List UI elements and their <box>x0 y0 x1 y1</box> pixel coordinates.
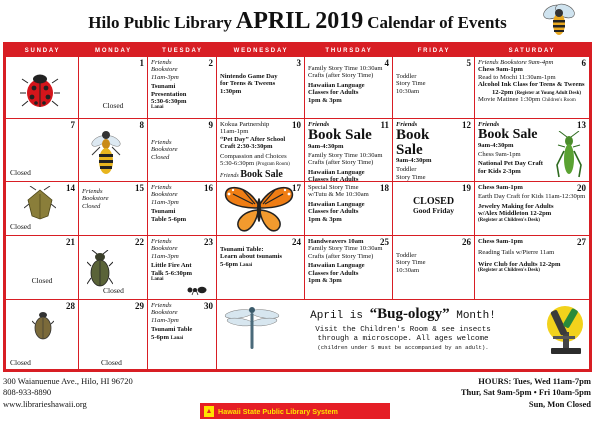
event-text: Movie Matinee 1:30pm <box>478 96 541 104</box>
event-text: w/Alex Middleton 12-2pm <box>478 210 552 218</box>
event-location: (Program Room) <box>255 161 290 167</box>
event-location: Lanai <box>151 276 164 282</box>
event-text: Learn about tsunamis <box>220 253 282 261</box>
day-cell-15 <box>79 182 148 236</box>
day-number: 27 <box>577 237 586 247</box>
event-text: Chess 9am-1pm <box>478 66 523 74</box>
bugology-line: Visit the Children's Room & see insects <box>315 325 491 334</box>
event-text: Classes for Adults <box>308 89 359 97</box>
event-text: Friends <box>151 238 172 245</box>
event-text: Friends Bookstore 9am-4pm <box>478 59 554 66</box>
day-number: 8 <box>139 120 144 130</box>
event-text: Hawaiian Language <box>308 81 365 89</box>
closed-label: Closed <box>102 100 124 110</box>
event-text: Reading Tails w/Pierre 11am <box>478 249 555 257</box>
event-text: Bookstore <box>151 66 178 74</box>
ant-icon <box>186 284 208 296</box>
weekday-wednesday: WEDNESDAY <box>233 48 289 54</box>
event-text: Crafts (after Story Time) <box>308 159 374 167</box>
day-cell-21 <box>6 236 79 300</box>
event-text: 10:30am <box>396 87 420 95</box>
bugology-prefix: April is <box>310 310 363 322</box>
event-text: 1pm & 3pm <box>308 215 342 223</box>
library-hours <box>461 376 591 410</box>
event-text: Friends <box>151 302 172 309</box>
event-text: 11am-3pm <box>151 198 179 206</box>
title-library-name: Hilo Public Library <box>88 13 232 32</box>
event-location: Lanai <box>151 105 164 111</box>
day-cell-30 <box>148 300 217 372</box>
event-text: Closed <box>82 202 101 210</box>
event-text: Nintendo Game Day <box>220 73 278 80</box>
day-cell-23 <box>148 236 217 300</box>
event-text: Presentation <box>151 90 187 98</box>
event-text: Family Story Time 10:30am <box>308 152 383 159</box>
day-cell-10 <box>217 119 305 182</box>
day-cell-20 <box>475 182 589 236</box>
event-location: Lanai <box>170 335 184 341</box>
day-number: 11 <box>380 120 389 130</box>
event-text: Kokua Partnership <box>220 121 270 128</box>
title-calendar-of-events: Calendar of Events <box>367 13 507 32</box>
event-text: Tsunami Table: <box>220 246 264 253</box>
event-text: 11am-3pm <box>151 73 179 81</box>
grasshopper-icon <box>555 131 583 179</box>
weekday-thursday: THURSDAY <box>325 48 373 54</box>
day-number: 18 <box>380 183 389 193</box>
event-text: Toddler <box>396 252 417 259</box>
event-text: Friends <box>151 139 172 146</box>
event-text: 11am-3pm <box>151 252 179 260</box>
day-number: 16 <box>204 183 213 193</box>
event-text: Jewelry Making for Adults <box>478 202 554 210</box>
event-text: Chess 9am-1pm <box>478 238 523 245</box>
day-number: 17 <box>292 183 301 193</box>
event-text: Chess 9am-1pm <box>478 151 521 159</box>
day-cell-3 <box>217 57 305 119</box>
hours-line: Sun, Mon Closed <box>528 398 591 409</box>
event-text: Classes for Adults <box>308 176 359 182</box>
day-cell-1 <box>79 57 148 119</box>
calendar-header <box>0 0 595 40</box>
library-website[interactable]: www.librarieshawaii.org <box>3 398 87 409</box>
day-number: 29 <box>135 301 144 311</box>
event-text: Family Story Time 10:30am <box>308 65 383 72</box>
day-cell-26 <box>393 236 475 300</box>
library-system-name: Hawaii State Public Library System <box>218 406 338 416</box>
weekday-saturday: SATURDAY <box>508 48 556 54</box>
day-cell-empty <box>6 57 79 119</box>
day-number: 20 <box>577 183 586 193</box>
day-number: 22 <box>135 237 144 247</box>
event-text: 1:30pm <box>220 87 242 95</box>
day-cell-17 <box>217 182 305 236</box>
day-cell-5 <box>393 57 475 119</box>
dragonfly-icon <box>223 304 281 350</box>
library-address: 300 Waianuenue Ave., Hilo, HI 96720 <box>3 376 133 386</box>
day-number: 19 <box>462 183 471 193</box>
holiday-name: Good Friday <box>412 206 455 216</box>
day-number: 23 <box>204 237 213 247</box>
day-number: 15 <box>135 183 144 193</box>
day-number: 3 <box>296 58 301 68</box>
event-text: Tsunami <box>151 83 176 91</box>
event-text: for Kids 2-3pm <box>478 167 521 175</box>
day-number: 4 <box>384 58 389 68</box>
event-text: 9am-4:30pm <box>308 142 344 150</box>
event-text: Tsunami <box>151 208 176 216</box>
weekday-tuesday: TUESDAY <box>162 48 203 54</box>
event-text: 5:30-6:30pm <box>151 97 187 105</box>
day-cell-14 <box>6 182 79 236</box>
day-number: 14 <box>66 183 75 193</box>
book-sale-label: Book Sale <box>478 127 538 143</box>
microscope-icon <box>543 302 587 358</box>
event-text: Toddler <box>396 73 417 80</box>
event-text: 1pm & 3pm <box>308 276 342 284</box>
bee-icon <box>535 2 583 38</box>
day-cell-24 <box>217 236 305 300</box>
closed-label: Closed <box>101 357 122 367</box>
day-number: 28 <box>66 301 75 311</box>
bugology-suffix: Month! <box>456 310 496 322</box>
event-text: Chess 9am-1pm <box>478 184 523 191</box>
event-text: Special Story Time <box>308 184 359 191</box>
book-sale-label: Sale <box>396 141 423 158</box>
event-text: “Pet Day” After School <box>220 135 286 143</box>
event-text: 5:30-6:30pm <box>220 159 255 167</box>
library-contact <box>3 376 133 410</box>
event-text: Alcohol Ink Class for Teens & Tweens <box>478 81 585 89</box>
hours-line: Thur, Sat 9am-5pm • Fri 10am-5pm <box>460 387 591 398</box>
weekday-sunday: SUNDAY <box>24 48 61 54</box>
day-cell-16 <box>148 182 217 236</box>
day-number: 25 <box>380 237 389 247</box>
event-note: (Register at Children's Desk) <box>478 268 540 274</box>
library-system-logo <box>200 403 390 419</box>
event-text: Handweavers 10am <box>308 238 364 245</box>
event-text: for Teens & Tweens <box>220 80 276 88</box>
day-cell-11 <box>305 119 393 182</box>
day-cell-9 <box>148 119 217 182</box>
event-text: Compassion and Choices <box>220 152 287 160</box>
book-sale-label: Book Sale <box>240 169 283 181</box>
event-text: Little Fire Ant <box>151 262 192 270</box>
day-number: 5 <box>466 58 471 68</box>
event-text: 11am-3pm <box>151 316 179 324</box>
weekday-header-row <box>6 45 589 57</box>
event-text: Table 5-6pm <box>151 215 187 223</box>
day-cell-2 <box>148 57 217 119</box>
book-sale-label: Book <box>396 127 430 144</box>
day-cell-13 <box>475 119 589 182</box>
event-text: Talk 5-6:30pm <box>151 269 192 277</box>
day-cell-6 <box>475 57 589 119</box>
event-text: Closed <box>151 153 170 161</box>
day-cell-4 <box>305 57 393 119</box>
event-text: Wire Club for Adults 12-2pm <box>478 260 561 268</box>
bugology-line: through a microscope. All ages welcome <box>317 334 489 343</box>
event-text: 10:30am <box>396 266 420 274</box>
calendar-grid <box>6 57 589 372</box>
event-text: Classes for Adults <box>308 208 359 216</box>
event-text: 5-6pm <box>151 333 169 341</box>
day-cell-25 <box>305 236 393 300</box>
day-number: 24 <box>292 237 301 247</box>
day-number: 2 <box>208 58 213 68</box>
event-text: Friends <box>151 184 172 191</box>
closed-label: Closed <box>10 221 31 231</box>
day-number: 1 <box>139 58 144 68</box>
day-cell-29 <box>79 300 148 372</box>
weekday-friday: FRIDAY <box>417 48 451 54</box>
event-note: (Register at Young Adult Desk) <box>514 90 582 96</box>
event-text: 9am-4:30pm <box>478 141 514 149</box>
butterfly-icon <box>223 184 295 234</box>
day-cell-12 <box>393 119 475 182</box>
event-text: Craft 2:30-3:30pm <box>220 143 273 151</box>
calendar-frame <box>3 42 592 372</box>
bugology-note: (children under 5 must be accompanied by an adult). <box>317 343 489 351</box>
event-text: Crafts (after Story Time) <box>308 252 374 260</box>
day-cell-18 <box>305 182 393 236</box>
footer <box>0 374 595 433</box>
event-text: Friends <box>220 173 239 180</box>
day-cell-8 <box>79 119 148 182</box>
event-text: w/Tutu & Me 10:30am <box>308 191 369 199</box>
day-number: 7 <box>70 120 75 130</box>
bugology-title: “Bug-ology” <box>369 306 450 322</box>
event-text: Story Time <box>396 80 426 88</box>
hours-line: HOURS: Tues, Wed 11am-7pm <box>478 376 591 386</box>
day-number: 13 <box>577 120 586 130</box>
event-text: Friends <box>396 121 418 128</box>
event-text: National Pet Day Craft <box>478 160 544 168</box>
event-text: Friends <box>308 121 330 128</box>
event-text: 5-6pm <box>220 260 238 268</box>
event-text: 1pm & 3pm <box>308 96 342 104</box>
event-text: Friends <box>478 121 500 128</box>
closed-label: Closed <box>31 275 53 285</box>
book-sale-label: Book Sale <box>308 127 372 144</box>
event-text: Hawaiian Language <box>308 200 365 208</box>
day-number: 6 <box>581 58 586 68</box>
day-cell-19 <box>393 182 475 236</box>
event-note: (Register at Children's Desk) <box>478 217 540 223</box>
event-text: Read to Mochi 11:30am-1pm <box>478 73 556 81</box>
event-text: Story Time <box>396 173 426 181</box>
day-number: 26 <box>462 237 471 247</box>
day-cell-7 <box>6 119 79 182</box>
day-cell-22 <box>79 236 148 300</box>
event-location: Children's Room <box>541 98 576 104</box>
event-text: Bookstore <box>151 309 178 317</box>
page-title <box>70 8 525 35</box>
event-text: 12-2pm <box>492 88 514 96</box>
event-text: Classes for Adults <box>308 269 359 277</box>
event-text: Tsunami Table <box>151 326 193 334</box>
event-text: 11am-1pm <box>220 128 249 136</box>
weekday-monday: MONDAY <box>95 48 132 54</box>
day-number: 30 <box>204 301 213 311</box>
event-text: Hawaiian Language <box>308 168 365 176</box>
event-text: Bookstore <box>151 245 178 253</box>
event-text: Family Story Time 10:30am <box>308 245 383 253</box>
event-text: 9am-4:30pm <box>396 156 432 164</box>
event-text: Toddler <box>396 166 417 174</box>
bugology-banner <box>217 300 589 372</box>
closed-holiday-label: CLOSED <box>412 196 455 207</box>
stink-bug-icon <box>24 186 56 220</box>
ladybug-icon <box>20 71 60 109</box>
library-phone: 808-933-8890 <box>3 387 52 398</box>
event-text: Hawaiian Language <box>308 262 365 270</box>
day-number: 10 <box>292 120 301 130</box>
hsls-logo-icon: ▲ <box>205 407 213 415</box>
event-location: Lanai <box>239 262 253 268</box>
bookstore-closed-label: Closed <box>103 285 124 295</box>
title-month: APRIL 2019 <box>235 8 364 34</box>
event-text: Story Time <box>396 259 426 267</box>
day-number: 21 <box>66 237 75 247</box>
event-text: Earth Day Craft for Kids 11am-12:30pm <box>478 193 586 201</box>
event-text: Bookstore <box>151 146 178 154</box>
beetle-icon <box>32 310 54 340</box>
event-text: Friends <box>151 59 172 66</box>
event-text: Friends <box>82 188 103 195</box>
scarab-beetle-icon <box>87 250 113 288</box>
day-cell-27 <box>475 236 589 300</box>
day-cell-28 <box>6 300 79 372</box>
closed-label: Closed <box>10 167 31 177</box>
day-number: 9 <box>208 120 213 130</box>
day-number: 12 <box>462 120 471 130</box>
closed-label: Closed <box>10 357 31 367</box>
event-text: Bookstore <box>82 195 109 203</box>
event-text: Bookstore <box>151 191 178 199</box>
event-text: Crafts (after Story Time) <box>308 72 374 80</box>
wasp-icon <box>89 125 123 179</box>
